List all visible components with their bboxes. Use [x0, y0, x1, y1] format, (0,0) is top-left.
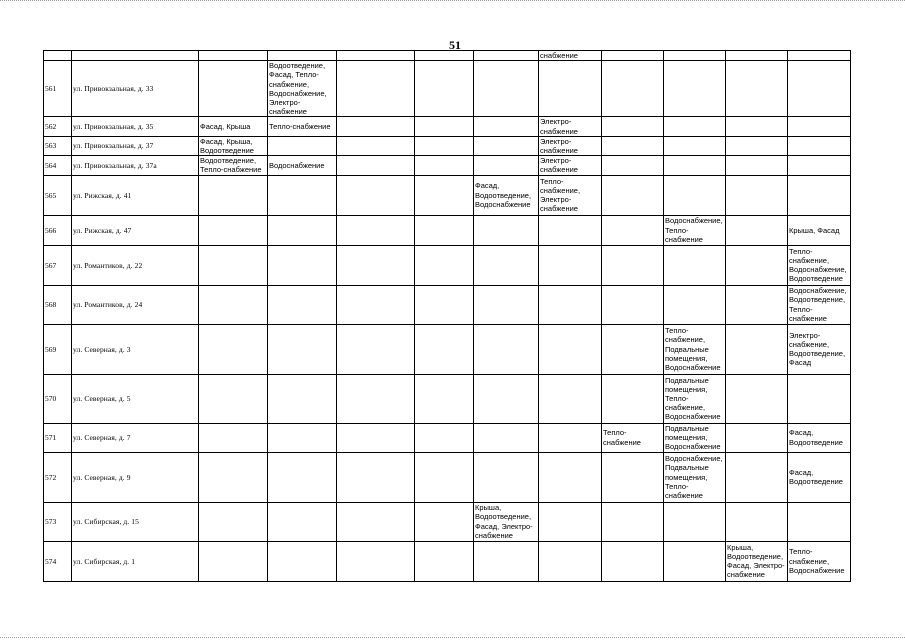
work-type-cell: [539, 502, 602, 541]
work-type-cell: [726, 285, 788, 324]
work-type-cell: [415, 175, 474, 215]
table-cell: [602, 51, 664, 61]
row-number: 568: [44, 285, 72, 324]
work-type-cell: [415, 136, 474, 155]
work-type-cell: [199, 452, 268, 502]
work-type-cell: [602, 156, 664, 175]
work-type-cell: [726, 245, 788, 285]
work-type-cell: Тепло-снабжение, Водоснабжение: [788, 541, 851, 581]
work-type-cell: [337, 61, 415, 117]
row-address: ул. Рижская, д. 47: [72, 215, 199, 245]
work-type-cell: [539, 423, 602, 452]
table-cell: [199, 51, 268, 61]
work-type-cell: [539, 215, 602, 245]
work-type-cell: [474, 374, 539, 423]
work-type-cell: [268, 136, 337, 155]
work-type-cell: [337, 156, 415, 175]
row-address: ул. Привокзальная, д. 35: [72, 117, 199, 136]
row-number: 571: [44, 423, 72, 452]
work-type-cell: [602, 175, 664, 215]
table-row: [44, 324, 851, 374]
work-type-cell: [474, 61, 539, 117]
work-type-cell: [602, 245, 664, 285]
work-type-cell: [337, 423, 415, 452]
work-type-cell: [664, 156, 726, 175]
work-type-cell: [726, 61, 788, 117]
work-type-cell: [268, 374, 337, 423]
work-type-cell: Тепло-снабжение, Электро-снабжение: [539, 175, 602, 215]
repair-schedule-table: [43, 50, 851, 582]
work-type-cell: [602, 285, 664, 324]
work-type-cell: Крыша, Водоотведение, Фасад, Электро-снабжение: [474, 502, 539, 541]
work-type-cell: [415, 541, 474, 581]
work-type-cell: Тепло-снабжение: [602, 423, 664, 452]
work-type-cell: [268, 423, 337, 452]
work-type-cell: Подвальные помещения, Водоснабжение: [664, 423, 726, 452]
scan-edge-bottom: [0, 634, 905, 638]
row-number: 564: [44, 156, 72, 175]
table-row: [44, 452, 851, 502]
work-type-cell: Фасад, Крыша: [199, 117, 268, 136]
work-type-cell: Фасад, Водоотведение: [788, 423, 851, 452]
table-row: [44, 374, 851, 423]
work-type-cell: [337, 245, 415, 285]
row-address: ул. Сибирская, д. 15: [72, 502, 199, 541]
work-type-cell: [337, 324, 415, 374]
row-number: 569: [44, 324, 72, 374]
work-type-cell: Крыша, Фасад: [788, 215, 851, 245]
work-type-cell: [726, 117, 788, 136]
work-type-cell: [788, 156, 851, 175]
table-row: [44, 215, 851, 245]
work-type-cell: Фасад, Крыша, Водоотведение: [199, 136, 268, 155]
work-type-cell: [199, 502, 268, 541]
table-row: [44, 245, 851, 285]
row-address: ул. Северная, д. 5: [72, 374, 199, 423]
table-row: [44, 285, 851, 324]
work-type-cell: [788, 136, 851, 155]
work-type-cell: [664, 285, 726, 324]
work-type-cell: [199, 175, 268, 215]
work-type-cell: [199, 215, 268, 245]
work-type-cell: [199, 245, 268, 285]
work-type-cell: [602, 541, 664, 581]
work-type-cell: Крыша, Водоотведение, Фасад, Электро-снабжение: [726, 541, 788, 581]
table-cell: [726, 51, 788, 61]
table-cell: [664, 51, 726, 61]
work-type-cell: [268, 215, 337, 245]
work-type-cell: [664, 541, 726, 581]
work-type-cell: [788, 61, 851, 117]
row-number: 572: [44, 452, 72, 502]
work-type-cell: Электро-снабжение: [539, 136, 602, 155]
work-type-cell: [726, 452, 788, 502]
row-address: ул. Привокзальная, д. 33: [72, 61, 199, 117]
work-type-cell: [539, 374, 602, 423]
row-address: ул. Сибирская, д. 1: [72, 541, 199, 581]
table-row: [44, 156, 851, 175]
row-number: 567: [44, 245, 72, 285]
work-type-cell: Водоснабжение, Тепло-снабжение: [664, 215, 726, 245]
work-type-cell: [268, 324, 337, 374]
work-type-cell: [199, 324, 268, 374]
work-type-cell: [415, 245, 474, 285]
work-type-cell: Тепло-снабжение, Водоснабжение, Водоотведение: [788, 245, 851, 285]
table-cell: снабжение: [539, 51, 602, 61]
table-row: [44, 61, 851, 117]
work-type-cell: [415, 117, 474, 136]
work-type-cell: [726, 175, 788, 215]
work-type-cell: [539, 541, 602, 581]
work-type-cell: [602, 61, 664, 117]
work-type-cell: [474, 156, 539, 175]
work-type-cell: [199, 541, 268, 581]
work-type-cell: [337, 136, 415, 155]
work-type-cell: [337, 374, 415, 423]
work-type-cell: [199, 374, 268, 423]
work-type-cell: [415, 374, 474, 423]
work-type-cell: [788, 502, 851, 541]
table-cell: [788, 51, 851, 61]
work-type-cell: [474, 215, 539, 245]
row-address: ул. Северная, д. 3: [72, 324, 199, 374]
work-type-cell: [474, 117, 539, 136]
scan-edge-top: [0, 0, 905, 4]
table-cell: [268, 51, 337, 61]
work-type-cell: [664, 61, 726, 117]
table-cell: [337, 51, 415, 61]
table-row: [44, 423, 851, 452]
work-type-cell: [788, 175, 851, 215]
work-type-cell: Тепло-снабжение: [268, 117, 337, 136]
work-type-cell: [337, 175, 415, 215]
work-type-cell: [337, 117, 415, 136]
work-type-cell: [539, 245, 602, 285]
table-cell: [415, 51, 474, 61]
row-address: ул. Романтиков, д. 22: [72, 245, 199, 285]
work-type-cell: [199, 285, 268, 324]
work-type-cell: [788, 374, 851, 423]
work-type-cell: [268, 285, 337, 324]
work-type-cell: [664, 245, 726, 285]
work-type-cell: Тепло-снабжение, Подвальные помещения, Водоснабжение: [664, 324, 726, 374]
work-type-cell: [415, 61, 474, 117]
work-type-cell: [415, 324, 474, 374]
work-type-cell: [726, 423, 788, 452]
work-type-cell: Фасад, Водоотведение: [788, 452, 851, 502]
work-type-cell: [268, 452, 337, 502]
work-type-cell: [474, 245, 539, 285]
work-type-cell: [539, 324, 602, 374]
work-type-cell: [602, 136, 664, 155]
work-type-cell: Подвальные помещения, Тепло-снабжение, Водоснабжение: [664, 374, 726, 423]
work-type-cell: [337, 285, 415, 324]
work-type-cell: [602, 452, 664, 502]
work-type-cell: [474, 136, 539, 155]
row-address: ул. Северная, д. 9: [72, 452, 199, 502]
row-number: 566: [44, 215, 72, 245]
table-row-continuation: [44, 51, 851, 61]
work-type-cell: Водоснабжение, Водоотведение, Тепло-снабжение: [788, 285, 851, 324]
work-type-cell: [726, 324, 788, 374]
work-type-cell: [199, 423, 268, 452]
table-row: [44, 136, 851, 155]
work-type-cell: [664, 175, 726, 215]
row-number: 565: [44, 175, 72, 215]
work-type-cell: [415, 156, 474, 175]
page-number: 51: [449, 38, 461, 52]
work-type-cell: [268, 502, 337, 541]
work-type-cell: [602, 374, 664, 423]
work-type-cell: [199, 61, 268, 117]
work-type-cell: [337, 452, 415, 502]
work-type-cell: [539, 452, 602, 502]
row-number: 561: [44, 61, 72, 117]
work-type-cell: Электро-снабжение: [539, 117, 602, 136]
work-type-cell: [726, 374, 788, 423]
work-type-cell: [726, 156, 788, 175]
work-type-cell: [539, 61, 602, 117]
work-type-cell: [664, 117, 726, 136]
work-type-cell: [415, 423, 474, 452]
table-row: [44, 502, 851, 541]
work-type-cell: [726, 502, 788, 541]
work-type-cell: [474, 324, 539, 374]
row-address: ул. Привокзальная, д. 37а: [72, 156, 199, 175]
work-type-cell: [664, 136, 726, 155]
work-type-cell: [474, 285, 539, 324]
work-type-cell: Водоотведение, Тепло-снабжение: [199, 156, 268, 175]
row-number: 562: [44, 117, 72, 136]
work-type-cell: [337, 502, 415, 541]
work-type-cell: Водоснабжение: [268, 156, 337, 175]
work-type-cell: [337, 215, 415, 245]
table-cell: [474, 51, 539, 61]
work-type-cell: [788, 117, 851, 136]
row-address: ул. Привокзальная, д. 37: [72, 136, 199, 155]
work-type-cell: [726, 136, 788, 155]
work-type-cell: [474, 423, 539, 452]
work-type-cell: Фасад, Водоотведение, Водоснабжение: [474, 175, 539, 215]
work-type-cell: [415, 285, 474, 324]
table-row: [44, 175, 851, 215]
work-type-cell: Водоснабжение, Подвальные помещения, Тепло-снабжение: [664, 452, 726, 502]
row-number: 570: [44, 374, 72, 423]
row-address: ул. Романтиков, д. 24: [72, 285, 199, 324]
work-type-cell: [415, 452, 474, 502]
work-type-cell: Водоотведение, Фасад, Тепло-снабжение, Водоснабжение, Электро-снабжение: [268, 61, 337, 117]
table-cell: [72, 51, 199, 61]
row-number: 563: [44, 136, 72, 155]
work-type-cell: [602, 502, 664, 541]
work-type-cell: [602, 117, 664, 136]
work-type-cell: [726, 215, 788, 245]
table-row: [44, 541, 851, 581]
work-type-cell: [664, 502, 726, 541]
work-type-cell: [415, 215, 474, 245]
work-type-cell: [474, 541, 539, 581]
work-type-cell: [268, 541, 337, 581]
work-type-cell: [268, 175, 337, 215]
row-number: 573: [44, 502, 72, 541]
table-row: [44, 117, 851, 136]
work-type-cell: Электро-снабжение: [539, 156, 602, 175]
work-type-cell: [602, 324, 664, 374]
work-type-cell: [539, 285, 602, 324]
row-number: 574: [44, 541, 72, 581]
work-type-cell: [474, 452, 539, 502]
row-address: ул. Рижская, д. 41: [72, 175, 199, 215]
work-type-cell: [415, 502, 474, 541]
row-address: ул. Северная, д. 7: [72, 423, 199, 452]
work-type-cell: [602, 215, 664, 245]
table-cell: [44, 51, 72, 61]
work-type-cell: [268, 245, 337, 285]
work-type-cell: [337, 541, 415, 581]
work-type-cell: Электро-снабжение, Водоотведение, Фасад: [788, 324, 851, 374]
